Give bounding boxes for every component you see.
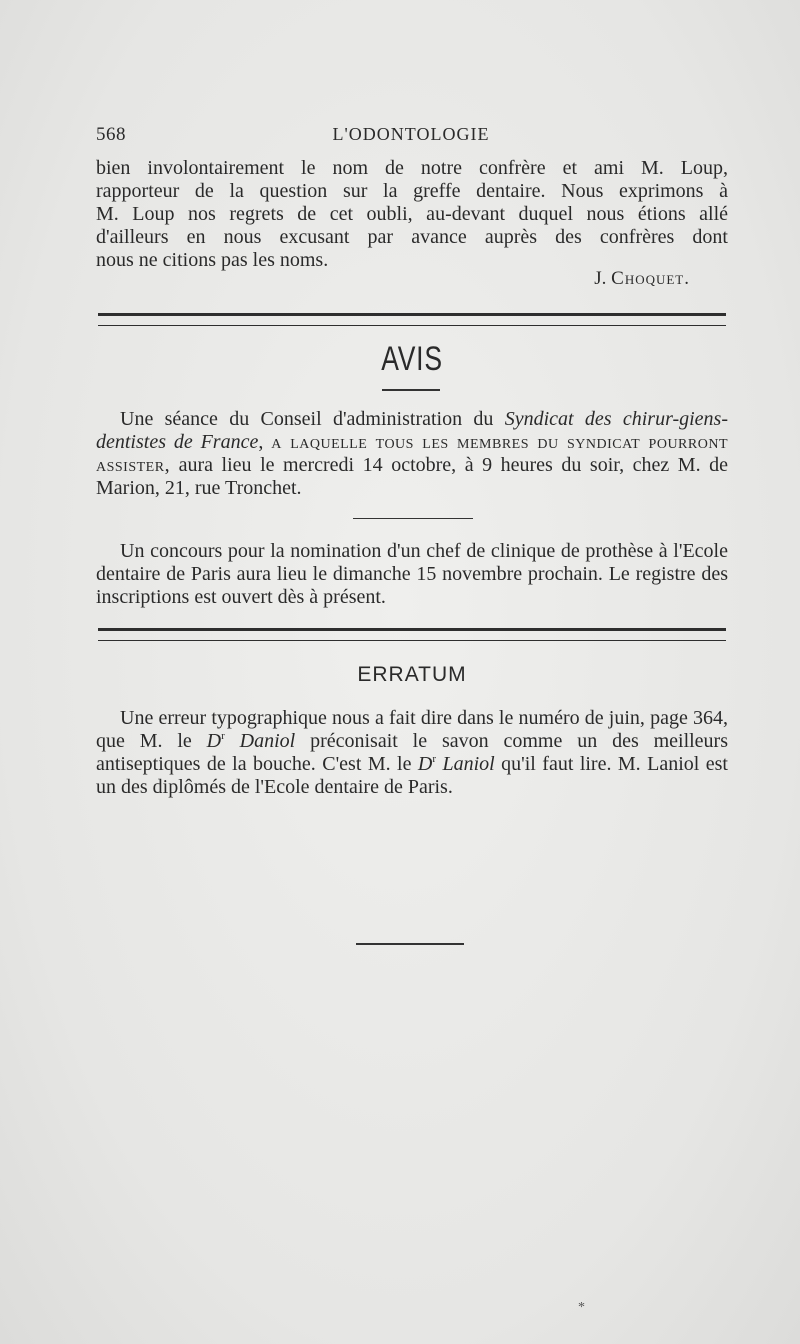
avis-paragraph-2 <box>96 540 728 609</box>
title-underline <box>382 389 440 391</box>
avis-title: AVIS <box>381 340 443 378</box>
signature <box>594 268 690 290</box>
doctor-abbrev: D <box>417 753 433 775</box>
section-divider <box>98 313 726 326</box>
signature-name: Choquet. <box>611 268 690 289</box>
intro-line: nous ne citions pas les noms. <box>96 249 329 271</box>
syndicat-name: Syndicat des chirur-giens-dentistes de France <box>96 408 728 453</box>
intro-line: M. Loup nos regrets de cet oubli, au-devant duquel nous étions allé <box>96 203 728 225</box>
avis-paragraph-1 <box>96 408 728 500</box>
erratum-text: qu'il faut lire. M. Laniol est un des diplômés de l'Ecole dentaire de Paris. <box>96 753 728 798</box>
erratum-text: Une erreur typographique nous a fait dire dans le numéro de juin, page 364, que M. le <box>96 707 728 752</box>
paragraph-separator <box>353 518 473 519</box>
concours-notice: Un concours pour la nomination d'un chef de clinique de prothèse à l'Ecole dentaire de Paris aura lieu le dimanche 15 novembre prochain. Le registre des inscriptions est ouvert dès à présent. <box>96 540 728 608</box>
section-divider <box>98 628 726 641</box>
avis-caps-text: a laquelle tous les membres du syndicat pourront assister, <box>96 431 729 476</box>
erratum-paragraph <box>96 707 728 799</box>
doctor-abbrev-sup: r <box>221 730 225 742</box>
wrong-name: Daniol <box>224 730 296 752</box>
running-header <box>96 124 726 150</box>
avis-text: aura lieu le mercredi 14 octobre, à 9 heures du soir, chez M. de Marion, 21, rue Tronchet. <box>96 454 728 499</box>
page-number: 568 <box>96 124 126 145</box>
erratum-text: préconisait le savon comme un des meilleurs antiseptiques de la bouche. C'est M. le <box>96 730 729 775</box>
intro-line: bien involontairement le nom de notre confrère et ami M. Loup, <box>96 157 728 179</box>
intro-line: d'ailleurs en nous excusant par avance auprès des confrères dont <box>96 226 728 248</box>
correct-name: Laniol <box>436 753 495 775</box>
doctor-abbrev-sup: r <box>432 753 437 765</box>
end-rule <box>356 943 464 945</box>
signature-initial: J. <box>594 268 607 289</box>
journal-title: L'ODONTOLOGIE <box>332 124 490 144</box>
doctor-abbrev: D <box>206 730 222 752</box>
intro-line: rapporteur de la question sur la greffe dentaire. Nous exprimons à <box>96 180 728 202</box>
print-mark: * <box>578 1300 585 1315</box>
intro-paragraph <box>96 157 728 272</box>
erratum-title: ERRATUM <box>357 663 467 686</box>
avis-text: Une séance du Conseil d'administration du <box>120 408 505 430</box>
avis-text: , <box>258 431 272 453</box>
